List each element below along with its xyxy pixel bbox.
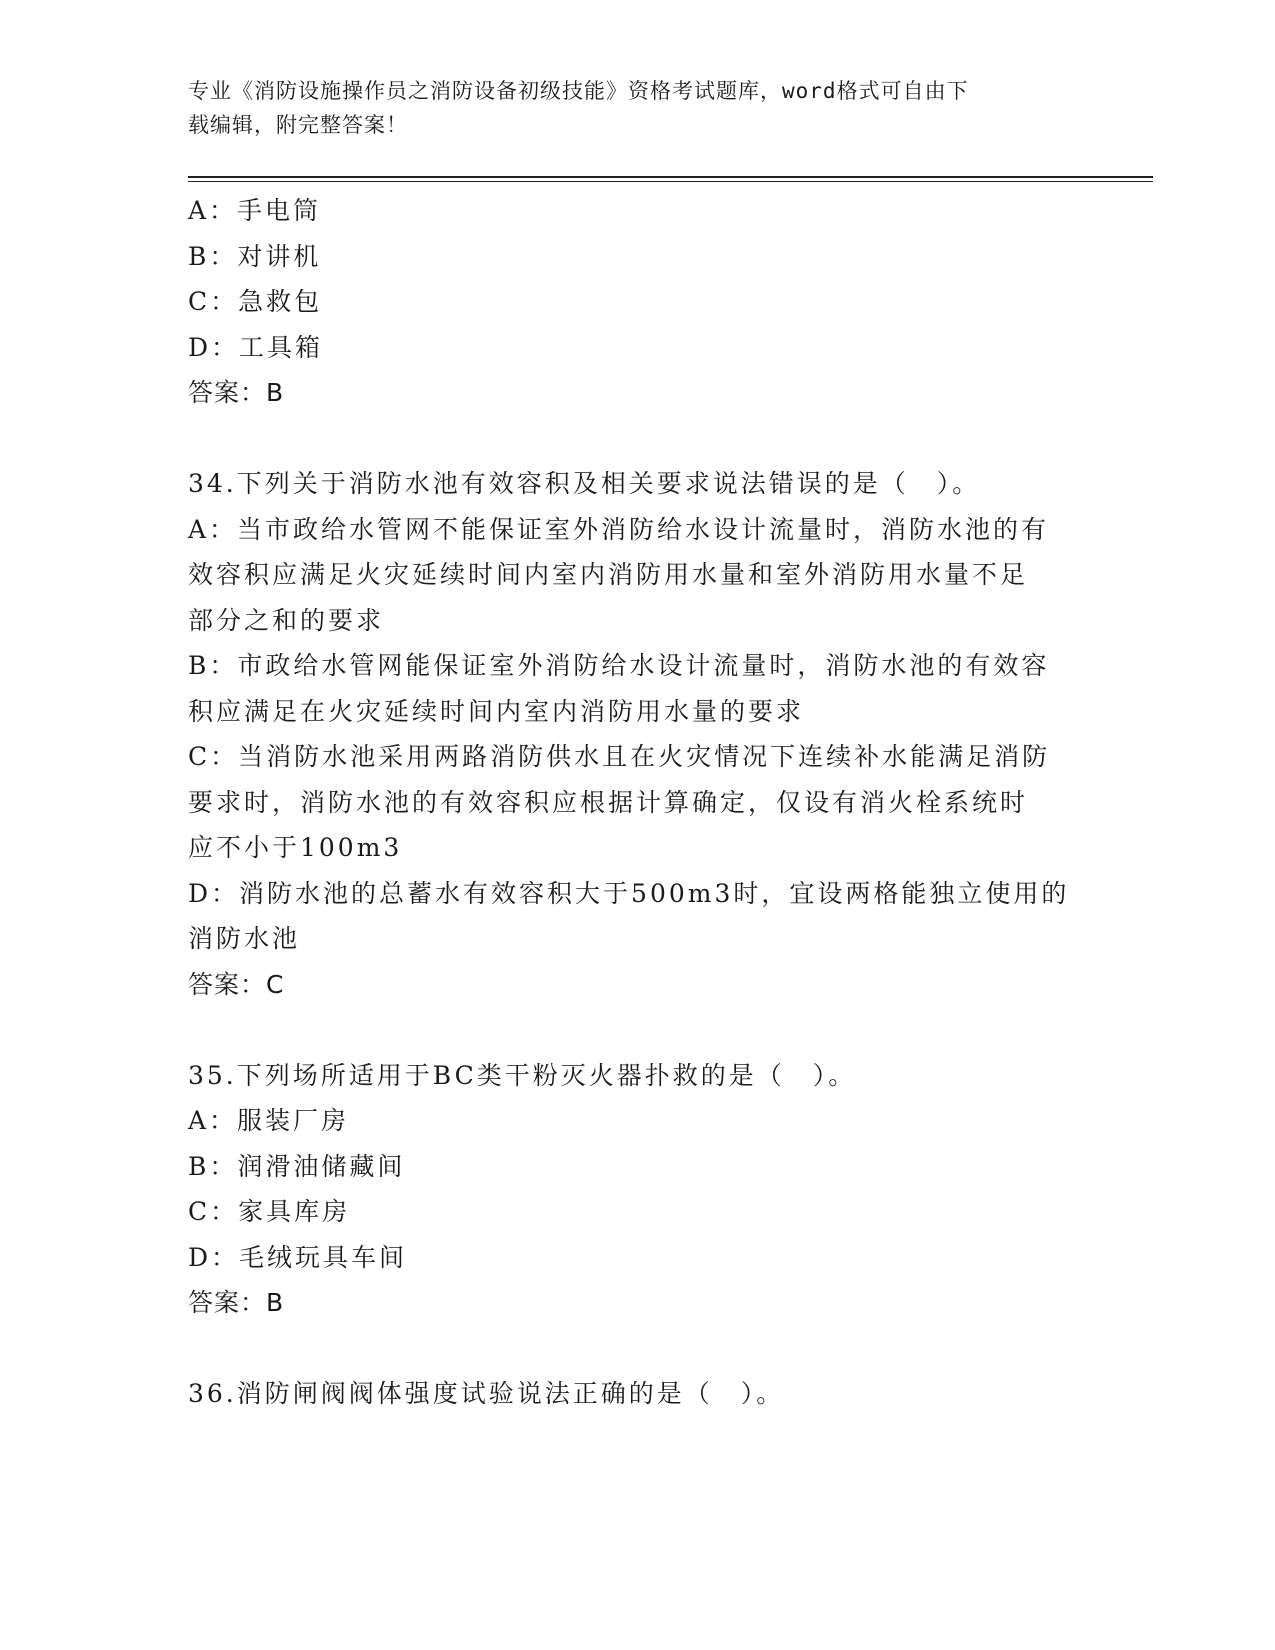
option-c: C：家具库房 — [188, 1197, 351, 1226]
header-line-2: 载编辑，附完整答案！ — [188, 113, 408, 137]
page-header — [188, 74, 1078, 142]
header-line-1: 专业《消防设施操作员之消防设备初级技能》资格考试题库，word格式可自由下 — [188, 79, 969, 103]
option-d-line-2: 消防水池 — [188, 924, 301, 953]
option-d-line-1: D：消防水池的总蓄水有效容积大于500m3时，宜设两格能独立使用的 — [188, 878, 1070, 908]
option-d: D：工具箱 — [188, 332, 324, 362]
question-34 — [188, 461, 1088, 1007]
option-a: A：手电筒 — [188, 196, 322, 225]
answer: 答案：B — [188, 378, 285, 407]
question-stem: 35.下列场所适用于BC类干粉灭火器扑救的是（ ）。 — [188, 1060, 857, 1090]
option-b: B：润滑油储藏间 — [188, 1151, 406, 1181]
option-a-line-2: 效容积应满足火灾延续时间内室内消防用水量和室外消防用水量不足 — [188, 560, 1029, 589]
answer: 答案：B — [188, 1288, 285, 1317]
option-b: B：对讲机 — [188, 241, 322, 271]
option-a: A：服装厂房 — [188, 1106, 350, 1135]
question-content — [188, 188, 1088, 1417]
spacer — [188, 1007, 1088, 1053]
option-a-line-1: A：当市政给水管网不能保证室外消防给水设计流量时，消防水池的有 — [188, 514, 1050, 544]
answer: 答案：C — [188, 969, 285, 999]
option-b-line-1: B：市政给水管网能保证室外消防给水设计流量时，消防水池的有效容 — [188, 651, 1050, 680]
option-d: D：毛绒玩具车间 — [188, 1242, 408, 1272]
spacer — [188, 1326, 1088, 1372]
spacer — [188, 416, 1088, 462]
question-stem: 36.消防闸阀阀体强度试验说法正确的是（ ）。 — [188, 1379, 785, 1408]
option-c-line-1: C：当消防水池采用两路消防供水且在火灾情况下连续补水能满足消防 — [188, 742, 1051, 771]
option-a-line-3: 部分之和的要求 — [188, 605, 385, 635]
header-divider-thin — [188, 181, 1153, 182]
option-c-line-2: 要求时，消防水池的有效容积应根据计算确定，仅设有消火栓系统时 — [188, 787, 1029, 817]
header-divider-thick — [188, 176, 1153, 178]
option-c: C：急救包 — [188, 287, 323, 316]
question-33-options — [188, 188, 1088, 416]
question-stem: 34.下列关于消防水池有效容积及相关要求说法错误的是（ ）。 — [188, 469, 981, 498]
question-35 — [188, 1053, 1088, 1326]
option-b-line-2: 积应满足在火灾延续时间内室内消防用水量的要求 — [188, 696, 805, 726]
question-36 — [188, 1371, 1088, 1417]
option-c-line-3: 应不小于100m3 — [188, 833, 403, 862]
